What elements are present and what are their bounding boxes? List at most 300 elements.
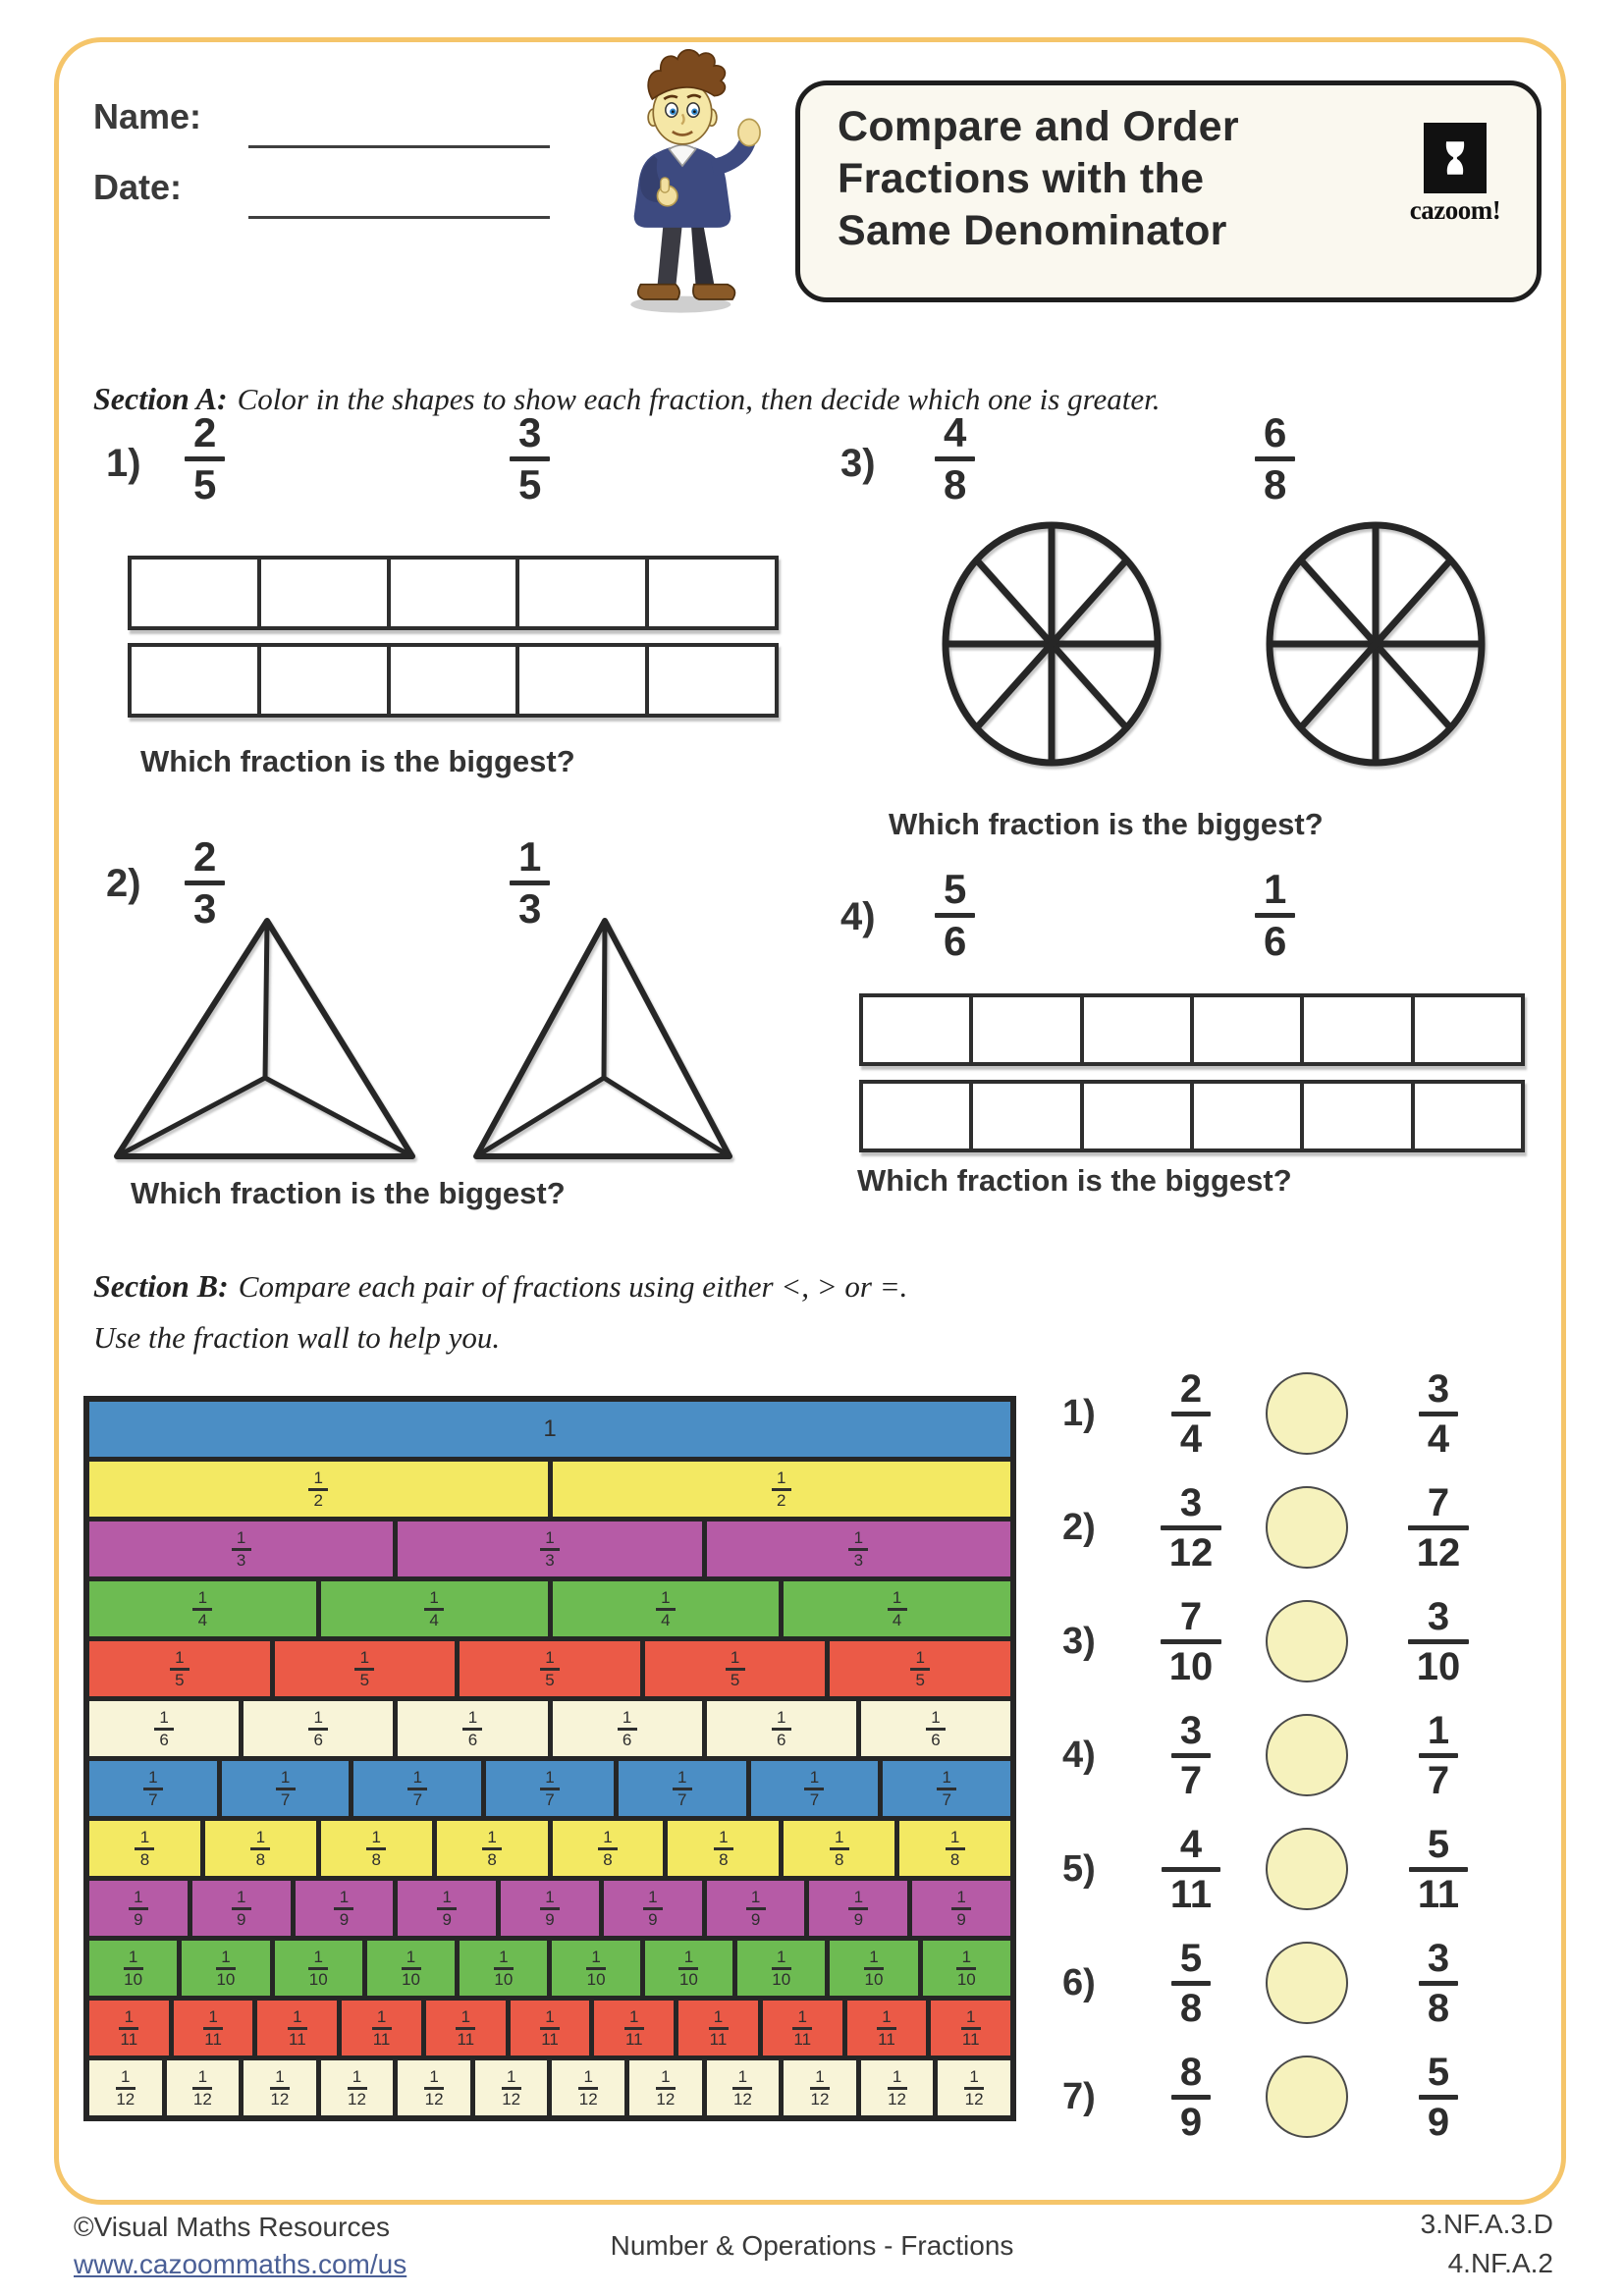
fraction-bar: [1408, 1525, 1470, 1530]
wall-row-1-7: [89, 1761, 1010, 1816]
denominator: 3: [545, 1550, 555, 1570]
sectionb-problem-3: [1062, 1584, 1573, 1698]
denominator: 7: [677, 1789, 687, 1809]
denominator: 8: [255, 1849, 266, 1869]
fraction-bar: [1419, 1412, 1458, 1416]
denominator: 11: [372, 2029, 391, 2049]
wall-fraction: [732, 2068, 752, 2109]
left-fraction: [1133, 1708, 1249, 1802]
wall-fraction: [540, 2008, 560, 2049]
denominator: 8: [371, 1849, 381, 1869]
numerator: 2: [1179, 1366, 1203, 1411]
colorable-cell[interactable]: [645, 560, 775, 626]
right-fraction: [1365, 1708, 1512, 1802]
denominator: 9: [442, 1909, 452, 1929]
problem-2-triangle-right[interactable]: [469, 915, 736, 1162]
numerator: 1: [545, 2006, 555, 2026]
wall-brick: [552, 1941, 639, 1996]
denominator: 8: [1179, 1986, 1203, 2030]
numerator: 1: [591, 1947, 601, 1966]
denominator: 2: [777, 1490, 786, 1510]
wall-brick: [460, 1641, 640, 1696]
numerator: 1: [313, 1947, 323, 1966]
title-line-1: Compare and Order: [838, 103, 1239, 150]
colorable-cell[interactable]: [257, 560, 387, 626]
colorable-cell[interactable]: [387, 560, 516, 626]
sectionb-problem-2: [1062, 1470, 1573, 1584]
denominator: 5: [359, 1670, 370, 1689]
answer-circle-wrap: [1249, 1828, 1365, 1910]
wall-brick: [501, 1881, 599, 1936]
denominator: 9: [750, 1909, 761, 1929]
denominator: 8: [487, 1849, 497, 1869]
numerator: 1: [949, 1827, 960, 1846]
wall-fraction: [746, 1889, 766, 1929]
numerator: 1: [603, 1827, 613, 1846]
numerator: 1: [777, 1468, 786, 1487]
footer-copyright: ©Visual Maths Resources: [74, 2212, 391, 2242]
wall-fraction: [232, 1889, 251, 1929]
wall-fraction: [540, 1649, 560, 1689]
section-b-label: Section B:: [93, 1268, 229, 1304]
wall-brick: [460, 1941, 547, 1996]
denominator: 6: [944, 918, 967, 964]
colorable-cell[interactable]: [969, 1084, 1079, 1148]
problem-4-left-fraction: [935, 866, 975, 964]
right-fraction: [1365, 1822, 1512, 1916]
colorable-cell[interactable]: [515, 647, 645, 714]
denominator: 5: [915, 1670, 925, 1689]
numerator: 3: [1427, 1366, 1450, 1411]
wall-fraction: [192, 1589, 212, 1629]
denominator: 12: [732, 2089, 752, 2109]
denominator: 10: [494, 1969, 514, 1989]
wall-fraction: [598, 1829, 618, 1869]
footer-topic: Number & Operations - Fractions: [610, 2230, 1014, 2261]
numerator: 1: [134, 1887, 143, 1906]
numerator: 1: [961, 1947, 972, 1966]
wall-brick: [707, 2060, 780, 2115]
denominator: 7: [809, 1789, 820, 1809]
denominator: 12: [888, 2089, 907, 2109]
numerator: 1: [499, 1947, 509, 1966]
colorable-cell[interactable]: [645, 647, 775, 714]
problem-number: 7): [1062, 2075, 1096, 2117]
wall-fraction: [135, 1829, 154, 1869]
numerator: 7: [1427, 1480, 1450, 1524]
wall-fraction: [288, 2008, 307, 2049]
denominator: 12: [502, 2089, 521, 2109]
denominator: 4: [429, 1610, 439, 1629]
wall-brick: [342, 2001, 421, 2056]
colorable-cell[interactable]: [1080, 1084, 1190, 1148]
problem-3-number: 3): [840, 442, 876, 485]
wall-brick: [398, 2060, 470, 2115]
wall-brick: [275, 1941, 362, 1996]
fraction-bar: [1419, 1981, 1458, 1986]
cazoom-logo-text: cazoom!: [1409, 195, 1501, 225]
wall-brick: [629, 2060, 702, 2115]
denominator: 11: [624, 2029, 643, 2049]
wall-row-1-5: [89, 1641, 1010, 1696]
numerator: 1: [352, 2066, 362, 2086]
problem-number: 2): [1062, 1506, 1096, 1548]
numerator: 1: [629, 2006, 639, 2026]
numerator: 1: [429, 1587, 439, 1607]
wall-fraction: [462, 1709, 482, 1749]
answer-circle-wrap: [1249, 2056, 1365, 2138]
wall-fraction: [656, 2068, 676, 2109]
section-b-heading-line2: [93, 1320, 500, 1356]
section-a-instructions: Color in the shapes to show each fraction, then decide which one is greater.: [237, 382, 1161, 416]
denominator: 7: [280, 1789, 291, 1809]
colorable-cell[interactable]: [863, 997, 969, 1062]
problem-1-question: Which fraction is the biggest?: [140, 744, 575, 778]
answer-circle[interactable]: [1266, 1714, 1348, 1796]
denominator: 12: [810, 2089, 830, 2109]
wall-brick: [244, 1701, 393, 1756]
denominator: 5: [730, 1670, 740, 1689]
colorable-cell[interactable]: [1080, 997, 1190, 1062]
numerator: 6: [1264, 409, 1287, 455]
denominator: 12: [116, 2089, 135, 2109]
denominator: 12: [1168, 1530, 1214, 1575]
numerator: 1: [730, 1647, 740, 1667]
section-a-label: Section A:: [93, 381, 228, 416]
problem-3-left-fraction: [935, 409, 975, 507]
colorable-cell[interactable]: [132, 647, 257, 714]
fraction: [1419, 2050, 1458, 2144]
denominator: 3: [518, 885, 542, 932]
denominator: 9: [1179, 2100, 1203, 2144]
answer-circle-wrap: [1249, 1942, 1365, 2024]
wall-brick: [809, 1881, 907, 1936]
wall-brick: [511, 2001, 590, 2056]
wall-fraction: [308, 1949, 328, 1989]
left-fraction: [1133, 1936, 1249, 2030]
problem-1-right-fraction: [510, 409, 550, 507]
numerator: 1: [661, 1587, 671, 1607]
numerator: 1: [139, 1827, 150, 1846]
numerator: 1: [892, 1587, 902, 1607]
denominator: 6: [467, 1730, 478, 1749]
numerator: 1: [882, 2006, 892, 2026]
wall-brick: [931, 2001, 1010, 2056]
wall-fraction: [143, 1769, 163, 1809]
denominator: 2: [313, 1490, 323, 1510]
colorable-cell[interactable]: [1411, 1084, 1521, 1148]
numerator: 1: [1264, 866, 1287, 912]
title-box: [795, 80, 1542, 302]
colorable-cell[interactable]: [257, 647, 387, 714]
date-label: Date:: [93, 167, 183, 207]
denominator: 5: [193, 461, 217, 507]
numerator: 1: [815, 2066, 825, 2086]
wall-brick: [912, 1881, 1010, 1936]
colorable-cell[interactable]: [1300, 1084, 1410, 1148]
denominator: 12: [348, 2089, 366, 2109]
answer-circle[interactable]: [1266, 1372, 1348, 1455]
footer-link[interactable]: www.cazoommaths.com/us: [74, 2249, 407, 2279]
wall-brick: [553, 1701, 702, 1756]
wall-fraction: [124, 1949, 143, 1989]
colorable-cell[interactable]: [132, 560, 257, 626]
wall-fraction: [964, 2068, 984, 2109]
colorable-cell[interactable]: [969, 997, 1079, 1062]
denominator: 10: [308, 1969, 328, 1989]
problem-1-bar-top: [128, 556, 779, 630]
answer-circle-wrap: [1249, 1372, 1365, 1455]
denominator: 4: [1179, 1416, 1203, 1461]
numerator: 1: [313, 1707, 323, 1727]
numerator: 1: [506, 2066, 516, 2086]
numerator: 5: [944, 866, 967, 912]
name-input-line[interactable]: [248, 145, 550, 148]
wall-fraction: [502, 2068, 521, 2109]
wall-fraction: [437, 1889, 457, 1929]
answer-circle[interactable]: [1266, 1942, 1348, 2024]
wall-brick: [553, 1821, 664, 1876]
answer-circle-wrap: [1249, 1486, 1365, 1569]
wall-brick: [830, 1941, 917, 1996]
wall-fraction: [116, 2068, 135, 2109]
numerator: 1: [460, 2006, 471, 2026]
wall-fraction: [624, 2008, 644, 2049]
denominator: 8: [944, 461, 967, 507]
denominator: 7: [1427, 1758, 1450, 1802]
wall-brick: [707, 1522, 1010, 1576]
wall-fraction: [926, 1709, 946, 1749]
wall-fraction: [540, 1769, 560, 1809]
wall-brick: [398, 1881, 496, 1936]
numerator: 1: [915, 1647, 925, 1667]
right-fraction: [1365, 2050, 1512, 2144]
wall-fraction: [424, 1589, 444, 1629]
numerator: 1: [931, 1707, 941, 1727]
wall-brick: [89, 1462, 548, 1517]
denominator: 10: [678, 1969, 698, 1989]
fraction-bar: [1409, 1867, 1468, 1872]
mascot-illustration: [589, 49, 776, 316]
wall-fraction: [888, 2068, 907, 2109]
denominator: 12: [270, 2089, 290, 2109]
title-line-3: Same Denominator: [838, 206, 1227, 254]
numerator: 1: [467, 1707, 478, 1727]
answer-circle[interactable]: [1266, 1828, 1348, 1910]
fraction: [1171, 2050, 1211, 2144]
wall-fraction: [792, 2008, 812, 2049]
colorable-cell[interactable]: [1300, 997, 1410, 1062]
numerator: 1: [545, 1647, 555, 1667]
fraction: [1162, 1822, 1220, 1916]
colorable-cell[interactable]: [1190, 997, 1300, 1062]
denominator: 6: [931, 1730, 941, 1749]
wall-fraction: [129, 1889, 148, 1929]
numerator: 1: [236, 1887, 246, 1906]
problem-2-number: 2): [106, 862, 141, 905]
wall-brick: [645, 1941, 732, 1996]
problem-3-circle-right[interactable]: [1263, 518, 1489, 770]
numerator: 4: [944, 409, 967, 455]
answer-circle-wrap: [1249, 1714, 1365, 1796]
wall-brick: [89, 1581, 316, 1636]
wall-fraction: [864, 1949, 884, 1989]
wall-brick: [594, 2001, 674, 2056]
wall-brick: [89, 1402, 1010, 1457]
wall-fraction: [830, 1829, 849, 1869]
denominator: 11: [1417, 1872, 1460, 1916]
wall-brick: [321, 2060, 394, 2115]
fraction-bar: [1171, 1981, 1211, 1986]
answer-circle[interactable]: [1266, 2056, 1348, 2138]
numerator: 1: [677, 1767, 687, 1787]
title-line-2: Fractions with the: [838, 154, 1205, 202]
problem-3-circle-left[interactable]: [939, 518, 1164, 770]
fraction: [1171, 1708, 1211, 1802]
sectionb-problem-7: [1062, 2040, 1573, 2154]
wall-fraction: [203, 2008, 223, 2049]
wall-row-1-4: [89, 1581, 1010, 1636]
numerator: 3: [1179, 1480, 1203, 1524]
wall-fraction: [937, 1769, 956, 1809]
wall-fraction: [961, 2008, 981, 2049]
page-title: [838, 101, 1387, 257]
wall-brick: [678, 2001, 758, 2056]
answer-circle-wrap: [1249, 1600, 1365, 1682]
numerator: 1: [622, 1707, 632, 1727]
wall-brick: [275, 1641, 456, 1696]
numerator: 1: [412, 1767, 423, 1787]
wall-brick: [89, 1941, 177, 1996]
wall-brick: [244, 2060, 316, 2115]
numerator: 1: [280, 1767, 291, 1787]
numerator: 1: [175, 1647, 185, 1667]
numerator: 1: [969, 2066, 979, 2086]
wall-fraction: [308, 1709, 328, 1749]
wall-brick: [89, 1701, 239, 1756]
wall-fraction: [956, 1949, 976, 1989]
fraction: [1161, 1594, 1222, 1688]
colorable-cell[interactable]: [1411, 997, 1521, 1062]
wall-brick: [784, 1581, 1010, 1636]
numerator: 1: [197, 2066, 208, 2086]
denominator: 11: [289, 2029, 306, 2049]
wall-row-1-10: [89, 1941, 1010, 1996]
numerator: 1: [518, 833, 542, 880]
left-fraction: [1133, 2050, 1249, 2144]
numerator: 2: [193, 833, 217, 880]
wall-fraction: [456, 2008, 475, 2049]
wall-brick: [321, 1821, 432, 1876]
numerator: 1: [128, 1947, 138, 1966]
colorable-cell[interactable]: [515, 560, 645, 626]
wall-fraction: [673, 1769, 692, 1809]
wall-fraction: [232, 1529, 251, 1570]
problem-4-question: Which fraction is the biggest?: [857, 1163, 1292, 1198]
fraction-bar: [1171, 2095, 1211, 2100]
colorable-cell[interactable]: [1190, 1084, 1300, 1148]
numerator: 1: [648, 1887, 658, 1906]
wall-fraction: [334, 1889, 353, 1929]
denominator: 8: [603, 1849, 613, 1869]
wall-brick: [604, 1881, 702, 1936]
wall-brick: [707, 1881, 805, 1936]
problem-4-right-fraction: [1255, 866, 1295, 964]
problem-2-triangle-left[interactable]: [110, 915, 419, 1162]
left-fraction: [1133, 1480, 1249, 1575]
fraction: [1419, 1366, 1458, 1461]
denominator: 11: [961, 2029, 980, 2049]
numerator: 7: [1179, 1594, 1203, 1638]
answer-circle[interactable]: [1266, 1486, 1348, 1569]
denominator: 10: [402, 1969, 420, 1989]
denominator: 5: [545, 1670, 555, 1689]
wall-fraction: [540, 1889, 560, 1929]
left-fraction: [1133, 1822, 1249, 1916]
wall-fraction: [810, 2068, 830, 2109]
answer-circle[interactable]: [1266, 1600, 1348, 1682]
denominator: 5: [518, 461, 542, 507]
colorable-cell[interactable]: [863, 1084, 969, 1148]
wall-brick: [257, 2001, 337, 2056]
wall-brick: [89, 1881, 188, 1936]
wall-fraction: [402, 1949, 421, 1989]
problem-number: 4): [1062, 1734, 1096, 1776]
sectionb-problem-5: [1062, 1812, 1573, 1926]
wall-fraction: [276, 1769, 296, 1809]
numerator: 1: [313, 1468, 323, 1487]
numerator: 5: [1427, 1822, 1450, 1866]
date-input-line[interactable]: [248, 216, 550, 219]
wall-brick: [784, 2060, 856, 2115]
denominator: 9: [339, 1909, 350, 1929]
wall-fraction: [216, 1949, 236, 1989]
denominator: 9: [956, 1909, 966, 1929]
wall-fraction: [119, 2008, 138, 2049]
section-b-instructions-2: Use the fraction wall to help you.: [93, 1320, 501, 1355]
wall-fraction: [709, 2008, 729, 2049]
colorable-cell[interactable]: [387, 647, 516, 714]
wall-fraction: [618, 1709, 637, 1749]
fraction: [1419, 1936, 1458, 2030]
wall-row-1-12: [89, 2060, 1010, 2115]
denominator: 7: [412, 1789, 423, 1809]
wall-brick: [353, 1761, 481, 1816]
wall-fraction: [848, 1529, 868, 1570]
numerator: 1: [545, 1767, 555, 1787]
fraction-bar: [1408, 1639, 1470, 1644]
numerator: 3: [1179, 1708, 1203, 1752]
name-label: Name:: [93, 96, 202, 136]
wall-brick: [398, 1522, 701, 1576]
denominator: 10: [1416, 1644, 1461, 1688]
right-fraction: [1365, 1366, 1512, 1461]
denominator: 4: [1427, 1416, 1450, 1461]
wall-fraction: [656, 1589, 676, 1629]
denominator: 6: [159, 1730, 169, 1749]
wall-fraction: [424, 2068, 444, 2109]
numerator: 1: [956, 1887, 966, 1906]
wall-brick: [426, 2001, 506, 2056]
numerator: 1: [275, 2066, 285, 2086]
fraction: [1408, 1480, 1470, 1575]
sectionb-problem-list: [1062, 1357, 1573, 2154]
sectionb-problem-6: [1062, 1926, 1573, 2040]
wall-fraction: [772, 1709, 791, 1749]
fraction-bar: [1419, 2095, 1458, 2100]
wall-brick: [205, 1821, 316, 1876]
wall-brick: [192, 1881, 291, 1936]
